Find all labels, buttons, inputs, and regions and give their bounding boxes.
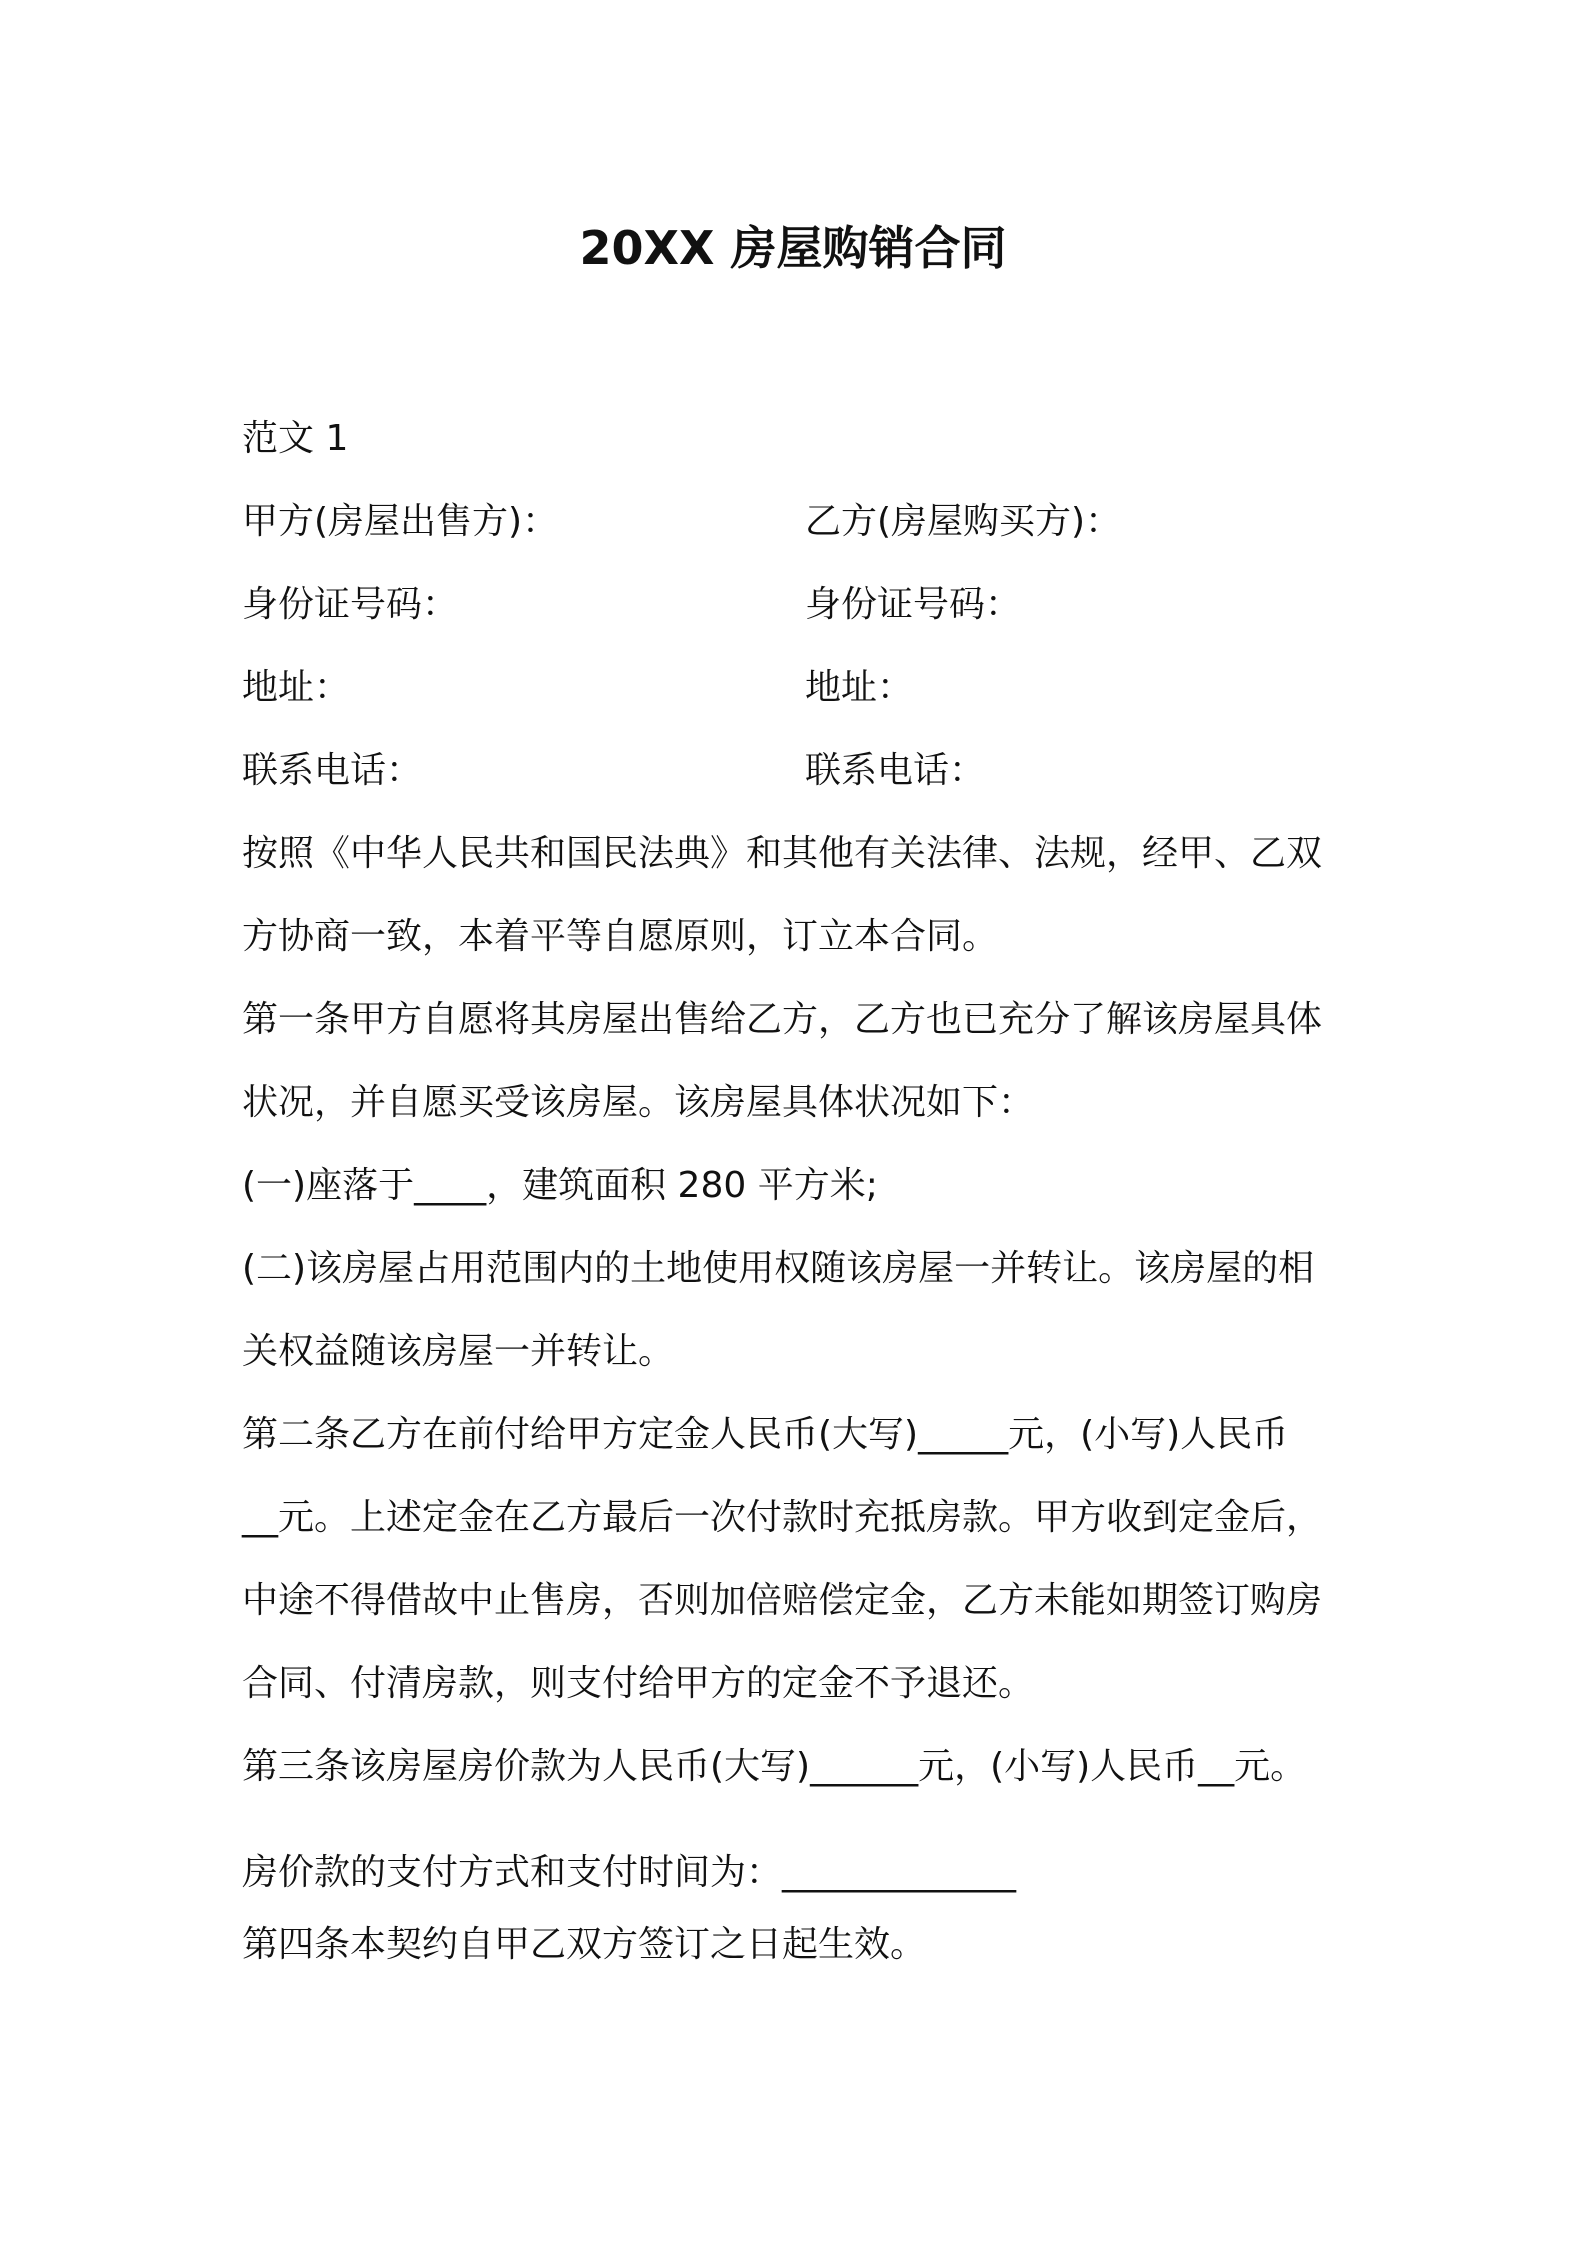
body-line: 第四条本契约自甲乙双方签订之日起生效。 xyxy=(242,1924,927,1965)
body-line: 房价款的支付方式和支付时间为：_____________ xyxy=(242,1852,1017,1893)
party-a-id: 身份证号码： xyxy=(242,584,459,625)
party-b-id: 身份证号码： xyxy=(805,584,1022,625)
body-line: 第二条乙方在前付给甲方定金人民币(大写)_____元，(小写)人民币 xyxy=(242,1414,1289,1455)
party-a-role: 甲方(房屋出售方)： xyxy=(242,501,559,542)
body-line: 第一条甲方自愿将其房屋出售给乙方，乙方也已充分了解该房屋具体 xyxy=(242,999,1323,1040)
body-line: 方协商一致，本着平等自愿原则，订立本合同。 xyxy=(242,916,999,957)
party-a-phone: 联系电话： xyxy=(242,750,423,791)
body-line: 第三条该房屋房价款为人民币(大写)______元，(小写)人民币__元。 xyxy=(242,1746,1307,1787)
body-line: 按照《中华人民共和国民法典》和其他有关法律、法规，经甲、乙双 xyxy=(242,833,1323,874)
party-b-phone: 联系电话： xyxy=(805,750,986,791)
body-line: (二)该房屋占用范围内的土地使用权随该房屋一并转让。该房屋的相 xyxy=(242,1248,1315,1289)
party-b-role: 乙方(房屋购买方)： xyxy=(805,501,1122,542)
party-b-address: 地址： xyxy=(805,667,914,708)
party-a-address: 地址： xyxy=(242,667,351,708)
sample-label: 范文 1 xyxy=(242,418,349,459)
body-line: 关权益随该房屋一并转让。 xyxy=(242,1331,675,1372)
document-title: 20XX 房屋购销合同 xyxy=(579,221,1007,275)
body-line: 中途不得借故中止售房，否则加倍赔偿定金，乙方未能如期签订购房 xyxy=(242,1580,1323,1621)
body-line: __元。上述定金在乙方最后一次付款时充抵房款。甲方收到定金后， xyxy=(242,1497,1323,1538)
body-line: 合同、付清房款，则支付给甲方的定金不予退还。 xyxy=(242,1663,1035,1704)
body-line: 状况，并自愿买受该房屋。该房屋具体状况如下： xyxy=(242,1082,1035,1123)
body-line: (一)座落于____，建筑面积 280 平方米; xyxy=(242,1165,878,1206)
